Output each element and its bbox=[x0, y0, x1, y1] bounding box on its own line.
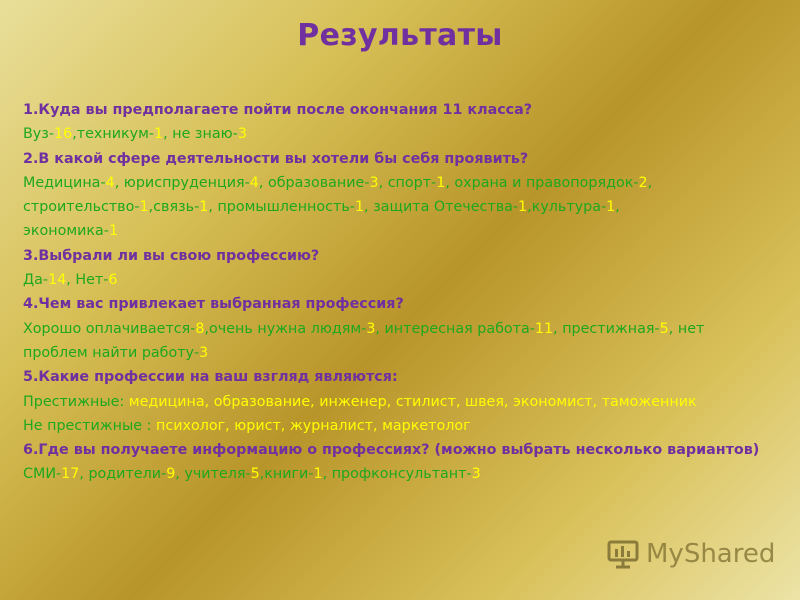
answer-text: экономика- bbox=[23, 223, 109, 240]
answer-text: , учителя- bbox=[175, 466, 251, 483]
answer-line bbox=[23, 219, 793, 243]
count-value: 8 bbox=[195, 320, 205, 337]
question-line bbox=[23, 365, 793, 389]
answer-line bbox=[23, 171, 793, 195]
answer-line bbox=[23, 462, 793, 486]
count-value: 1 bbox=[436, 174, 446, 191]
count-value: 1 bbox=[354, 199, 365, 216]
answer-text: ,культура- bbox=[527, 199, 607, 216]
answer-text: Не престижные : bbox=[23, 417, 157, 434]
answer-text: , bbox=[615, 199, 620, 216]
question-line bbox=[23, 244, 793, 268]
answer-line bbox=[23, 341, 793, 365]
answer-text: , bbox=[647, 174, 653, 191]
answer-line bbox=[23, 195, 793, 219]
answer-text: Престижные: bbox=[23, 393, 129, 410]
count-value: психолог, юрист, журналист, маркетолог bbox=[156, 417, 471, 434]
answer-text: , нет bbox=[668, 320, 705, 337]
count-value: 1 bbox=[606, 199, 616, 216]
answer-text: , не знаю- bbox=[163, 126, 238, 143]
answer-text: Да- bbox=[23, 272, 49, 289]
question-line bbox=[23, 292, 793, 316]
answer-line bbox=[23, 268, 793, 292]
answer-text: , образование- bbox=[258, 174, 370, 191]
results-list bbox=[23, 98, 793, 487]
presentation-screen-icon bbox=[606, 537, 640, 571]
count-value: 11 bbox=[534, 320, 554, 337]
answer-text: , промышленность- bbox=[208, 199, 355, 216]
answer-text: СМИ- bbox=[23, 466, 62, 483]
answer-text: Медицина- bbox=[23, 174, 106, 191]
count-value: 3 bbox=[199, 344, 209, 361]
count-value: медицина, образование, инженер, стилист, швея, экономист, таможенник bbox=[128, 393, 697, 410]
count-value: 3 bbox=[366, 320, 376, 337]
count-value: 9 bbox=[166, 466, 176, 483]
question-text: 3.Выбрали ли вы свою профессию? bbox=[23, 247, 320, 264]
count-value: 6 bbox=[108, 272, 118, 289]
answer-text: ,связь- bbox=[148, 199, 200, 216]
answer-text: строительство- bbox=[23, 199, 140, 216]
answer-text: , профконсультант- bbox=[322, 466, 472, 483]
answer-line bbox=[23, 122, 793, 146]
question-line bbox=[23, 98, 793, 122]
count-value: 5 bbox=[250, 466, 260, 483]
answer-text: Вуз- bbox=[23, 126, 55, 143]
question-text: 2.В какой сфере деятельности вы хотели бы себя проявить? bbox=[23, 150, 529, 167]
answer-text: , защита Отечества- bbox=[364, 199, 519, 216]
answer-text: , престижная- bbox=[553, 320, 660, 337]
question-line bbox=[23, 147, 793, 171]
answer-text: Хорошо оплачивается- bbox=[23, 320, 196, 337]
count-value: 1 bbox=[518, 199, 528, 216]
answer-text: ,техникум- bbox=[72, 126, 155, 143]
answer-line bbox=[23, 414, 793, 438]
count-value: 4 bbox=[105, 174, 115, 191]
answer-text: проблем найти работу- bbox=[23, 344, 200, 361]
count-value: 1 bbox=[199, 199, 209, 216]
answer-text: ,очень нужна людям- bbox=[204, 320, 367, 337]
count-value: 3 bbox=[369, 174, 379, 191]
count-value: 2 bbox=[638, 174, 648, 191]
question-text: 6.Где вы получаете информацию о профессиях? (можно выбрать несколько вариантов) bbox=[23, 442, 760, 459]
count-value: 16 bbox=[54, 126, 73, 143]
count-value: 1 bbox=[154, 126, 164, 143]
answer-text: , родители- bbox=[79, 466, 167, 483]
answer-text: , интересная работа- bbox=[375, 320, 535, 337]
count-value: 14 bbox=[48, 272, 67, 289]
answer-text: , спорт- bbox=[378, 174, 437, 191]
logo-text: MyShared bbox=[646, 539, 776, 569]
count-value: 3 bbox=[471, 466, 481, 483]
answer-line bbox=[23, 390, 793, 414]
count-value: 1 bbox=[139, 199, 149, 216]
answer-text: , Нет- bbox=[66, 272, 109, 289]
answer-text: ,книги- bbox=[259, 466, 314, 483]
count-value: 3 bbox=[237, 126, 247, 143]
watermark-logo bbox=[606, 536, 775, 572]
answer-text: , охрана и правопорядок- bbox=[445, 174, 639, 191]
question-text: 1.Куда вы предполагаете пойти после окончания 11 класса? bbox=[23, 102, 533, 118]
question-text: 4.Чем вас привлекает выбранная профессия? bbox=[23, 296, 404, 313]
count-value: 17 bbox=[61, 466, 80, 483]
page-title: Результаты bbox=[297, 18, 503, 53]
answer-text: , юриспруденция- bbox=[114, 174, 250, 191]
question-line bbox=[23, 438, 793, 462]
count-value: 1 bbox=[313, 466, 323, 483]
count-value: 4 bbox=[249, 174, 259, 191]
count-value: 1 bbox=[108, 223, 119, 240]
count-value: 5 bbox=[659, 320, 669, 337]
answer-line bbox=[23, 317, 793, 341]
question-text: 5.Какие профессии на ваш взгляд являются: bbox=[23, 369, 398, 386]
